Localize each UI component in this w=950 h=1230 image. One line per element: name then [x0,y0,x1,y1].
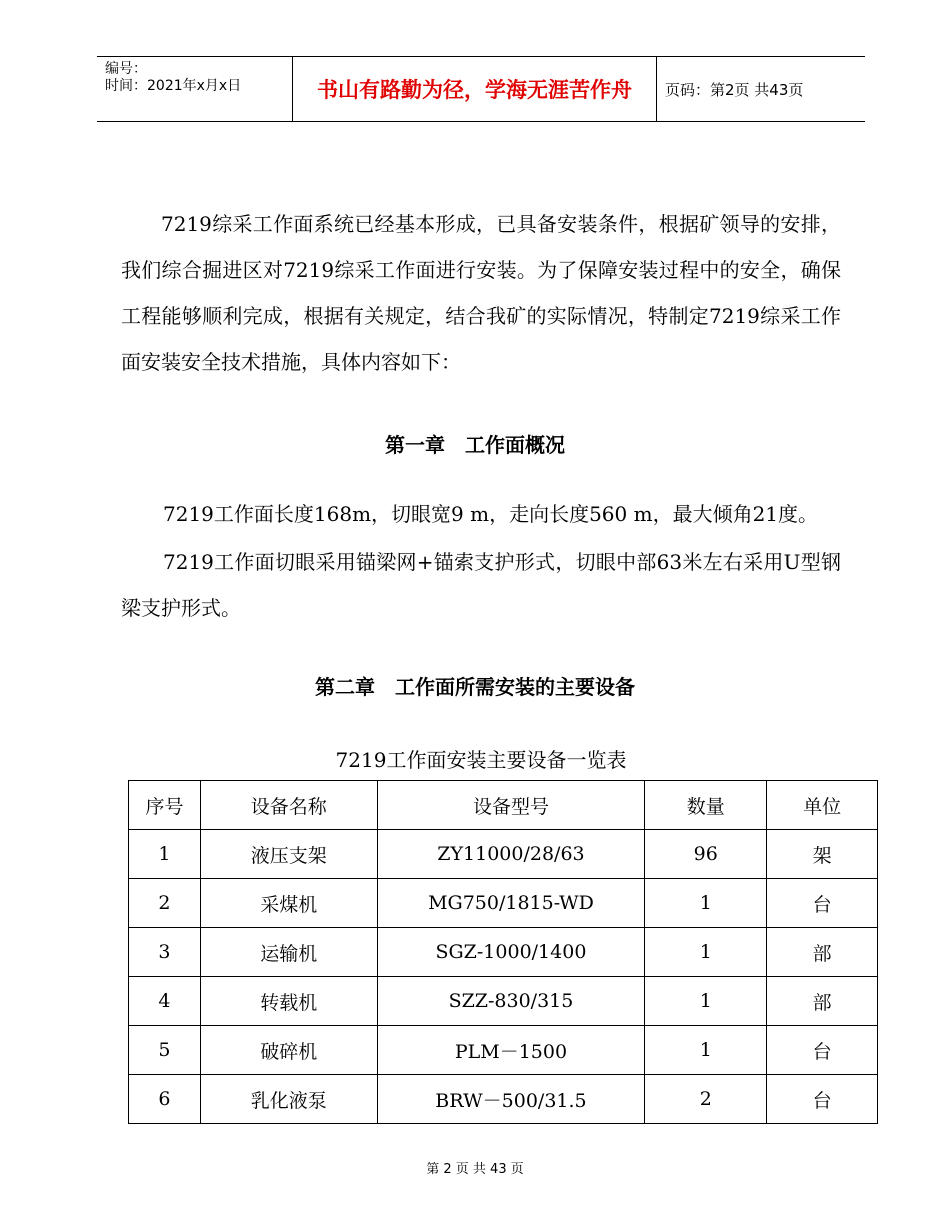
chapter1-title: 第一章 工作面概况 [385,433,565,457]
chapter1-paragraph-2: 7219工作面切眼采用锚梁网+锚索支护形式，切眼中部63米左右采用U型钢梁支护形式。 [121,550,841,620]
table-cell: 架 [767,830,878,879]
table-cell: 部 [767,928,878,977]
document-number-label: 编号： [105,61,147,77]
table-cell: SGZ-1000/1400 [377,928,645,977]
table-header-cell: 数量 [645,781,767,830]
table-row [129,1075,878,1124]
table-cell: 1 [129,830,201,879]
table-cell: 台 [767,1026,878,1075]
table-row [129,977,878,1026]
table-cell: 3 [129,928,201,977]
table-row [129,928,878,977]
table-cell: 1 [645,928,767,977]
header-motto: 书山有路勤为径，学海无涯苦作舟 [293,57,657,121]
table-cell: 1 [645,1026,767,1075]
table-cell: 1 [645,977,767,1026]
table-row [129,1026,878,1075]
table-cell: 运输机 [200,928,377,977]
table-cell: 4 [129,977,201,1026]
table-cell: 采煤机 [200,879,377,928]
table-cell: MG750/1815-WD [377,879,645,928]
table-cell: 1 [645,879,767,928]
page-footer: 第 2 页 共 43 页 [426,1162,524,1177]
table-cell: 2 [129,879,201,928]
table-row [129,830,878,879]
table-header-cell: 设备型号 [377,781,645,830]
header-page-info: 页码：第2页 共43页 [665,80,804,99]
table-cell: 6 [129,1075,201,1124]
table-cell: 5 [129,1026,201,1075]
table-header-cell: 设备名称 [200,781,377,830]
chapter2-title: 第二章 工作面所需安装的主要设备 [315,675,635,699]
table-cell: PLM－1500 [377,1026,645,1075]
chapter1-paragraph-1: 7219工作面长度168m，切眼宽9 m，走向长度560 m，最大倾角21度。 [163,502,819,526]
table-cell: 乳化液泵 [200,1075,377,1124]
table-header-row [129,781,878,830]
header-meta [97,57,293,121]
intro-paragraph: 7219综采工作面系统已经基本形成，已具备安装条件，根据矿领导的安排，我们综合掘进区对7219综采工作面进行安装。为了保障安装过程中的安全，确保工程能够顺利完成，根据有关规定，结合我矿的实际情况，特制定7219综采工作面安装安全技术措施，具体内容如下： [121,212,841,374]
table-cell: 2 [645,1075,767,1124]
table-cell: 台 [767,1075,878,1124]
table-row [129,879,878,928]
table-header-cell: 序号 [129,781,201,830]
table-cell: SZZ-830/315 [377,977,645,1026]
table-cell: 部 [767,977,878,1026]
table-cell: 液压支架 [200,830,377,879]
equipment-table [128,780,878,1124]
table-cell: 台 [767,879,878,928]
table-cell: 转载机 [200,977,377,1026]
document-time: 时间：2021年x月x日 [105,78,242,94]
table-title: 7219工作面安装主要设备一览表 [335,748,627,772]
table-header-cell: 单位 [767,781,878,830]
page-header [97,56,865,122]
table-cell: 96 [645,830,767,879]
table-cell: BRW－500/31.5 [377,1075,645,1124]
table-cell: ZY11000/28/63 [377,830,645,879]
table-cell: 破碎机 [200,1026,377,1075]
